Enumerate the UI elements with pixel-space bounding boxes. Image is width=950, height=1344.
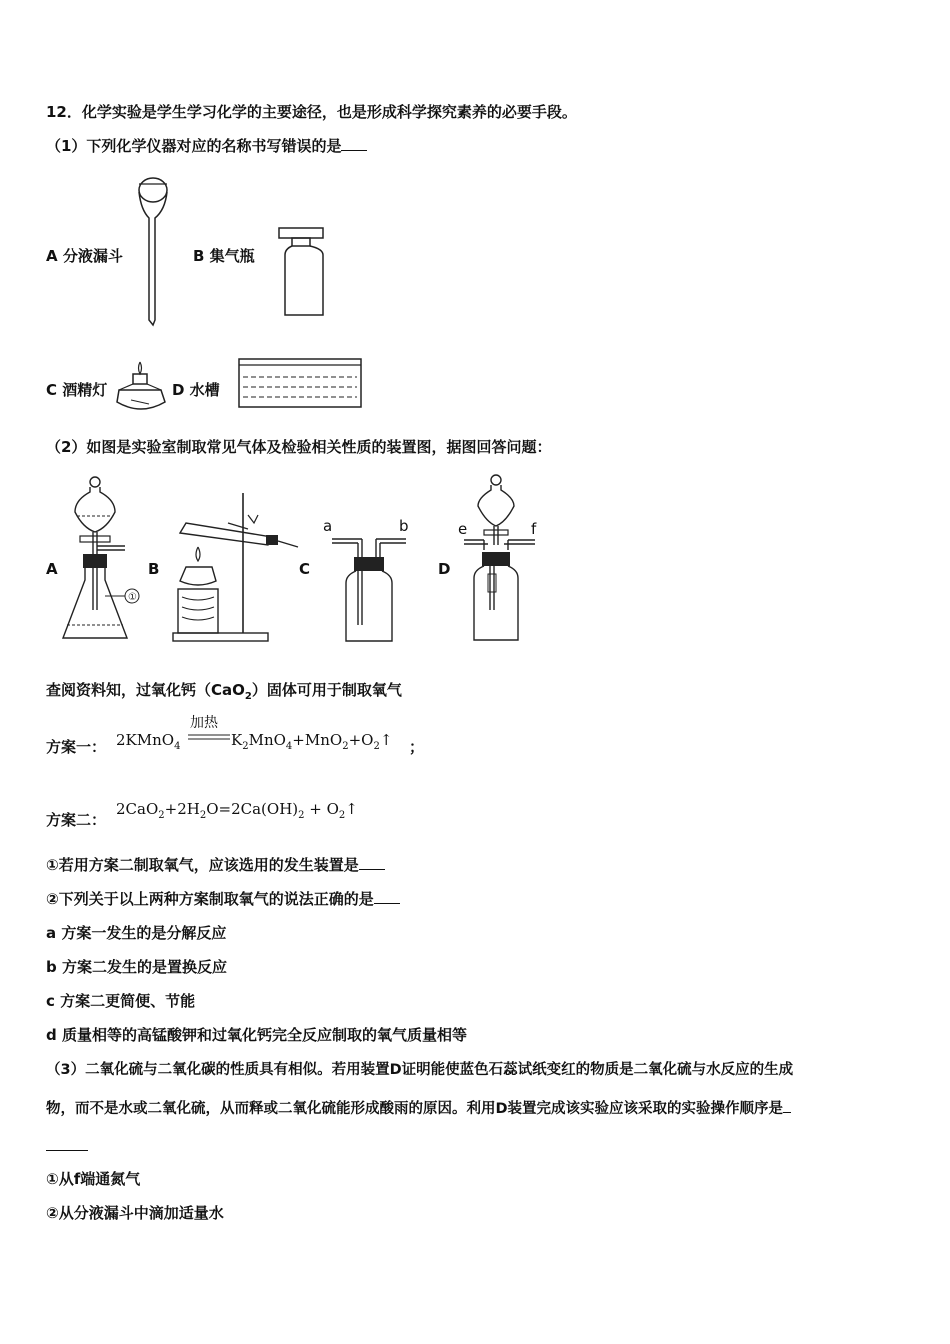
subquestion-2-text: ②下列关于以上两种方案制取氧气的说法正确的是 <box>46 890 374 908</box>
port-f-label: f <box>531 520 537 538</box>
instrument-c-label: C 酒精灯 <box>46 381 108 399</box>
apparatus-a-figure <box>55 470 155 650</box>
port-a-label: a <box>323 517 333 535</box>
apparatus-b-figure <box>168 485 303 645</box>
step-2: ②从分液漏斗中滴加适量水 <box>46 1204 224 1222</box>
plan1-label: 方案一： <box>46 738 107 756</box>
part1-text: （1）下列化学仪器对应的名称书写错误的是 <box>46 137 342 155</box>
apparatus-c-label: C <box>299 560 311 578</box>
plan1-tail: ； <box>409 738 425 756</box>
subquestion-1 <box>46 855 385 875</box>
port-e-label: e <box>458 520 468 538</box>
port-b-label: b <box>399 517 409 535</box>
info-text-tail: ）固体可用于制取氧气 <box>251 681 402 699</box>
option-b: b 方案二发生的是置换反应 <box>46 958 227 976</box>
plan2-equation: $2CaO_2+2H_2O=2Ca(OH)_2$ + $O_2↑$ <box>116 800 358 821</box>
option-c: c 方案二更简便、节能 <box>46 992 196 1010</box>
plan2-label: 方案二： <box>46 811 107 829</box>
answer-blank-4a <box>783 1098 791 1113</box>
gas-jar-figure <box>275 225 335 320</box>
apparatus-a-label: A <box>46 560 58 578</box>
info-text-main: 查阅资料知，过氧化钙（CaO <box>46 681 245 699</box>
water-trough-figure <box>235 355 365 410</box>
subquestion-2 <box>46 889 400 909</box>
alcohol-lamp-figure <box>113 358 171 416</box>
apparatus-b-label: B <box>148 560 160 578</box>
apparatus-d-label: D <box>438 560 451 578</box>
answer-blank-1 <box>341 136 367 151</box>
option-d: d 质量相等的高锰酸钾和过氧化钙完全反应制取的氧气质量相等 <box>46 1026 467 1044</box>
part2-prompt: （2）如图是实验室制取常见气体及检验相关性质的装置图，据图回答问题： <box>46 438 552 456</box>
answer-blank-3 <box>374 889 400 904</box>
answer-blank-2 <box>359 855 385 870</box>
instrument-b-label: B 集气瓶 <box>193 247 255 265</box>
info-text <box>46 680 402 707</box>
plan1-equals-sign <box>188 733 230 741</box>
part1-prompt <box>46 136 367 156</box>
part3-line-2-text: 物，而不是水或二氧化硫，从而释或二氧化硫能形成酸雨的原因。利用D装置完成该实验应该采取的实验操作顺序是 <box>46 1101 784 1117</box>
apparatus-c-figure <box>328 535 413 647</box>
instrument-d-label: D 水槽 <box>172 381 220 399</box>
plan1-condition: 加热 <box>190 715 218 731</box>
question-title: 12．化学实验是学生学习化学的主要途径，也是形成科学探究素养的必要手段。 <box>46 103 577 121</box>
marker-1: ① <box>128 592 137 603</box>
plan1-products: $K_2MnO_4+MnO_2+O_2↑$ <box>231 731 393 752</box>
apparatus-d-figure <box>460 470 545 645</box>
option-a: a 方案一发生的是分解反应 <box>46 924 227 942</box>
part3-line-1: （3）二氧化硫与二氧化碳的性质具有相似。若用装置D证明能使蓝色石蕊试纸变红的物质是二氧化硫与水反应的生成 <box>46 1062 794 1078</box>
separatory-funnel-figure <box>125 170 185 328</box>
info-text-sub: 2 <box>244 691 252 702</box>
instrument-a-label: A 分液漏斗 <box>46 247 123 265</box>
answer-blank-4b <box>46 1150 88 1151</box>
step-1: ①从f端通氮气 <box>46 1170 141 1188</box>
part3-line-2 <box>46 1098 791 1119</box>
plan1-equation: 2KMnO$_4$ <box>116 731 181 752</box>
subquestion-1-text: ①若用方案二制取氧气，应该选用的发生装置是 <box>46 856 359 874</box>
